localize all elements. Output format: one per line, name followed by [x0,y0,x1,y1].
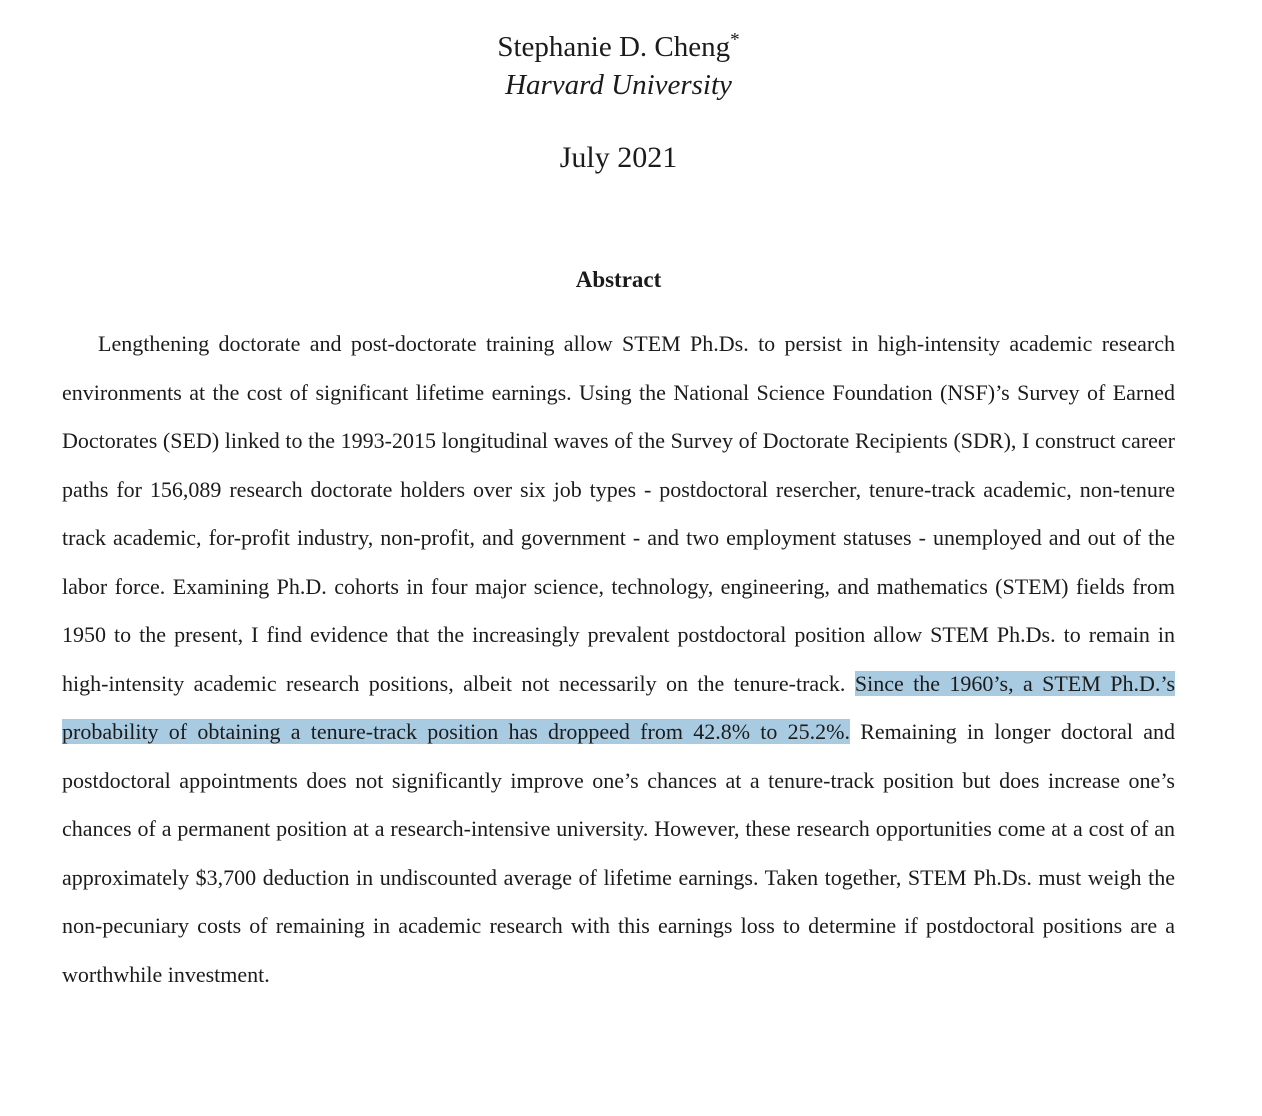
author-line [62,28,1175,66]
publication-date: July 2021 [559,141,678,174]
abstract-section [62,266,1175,999]
abstract-text-after-highlight: Remaining in longer doctoral and postdoctoral appointments does not significantly improve one’s chances at a tenure-track position but does increase one’s chances of a permanent position at a research-intensive university. However, these research opportunities come at a cost of an approximately $3,700 deduction in undiscounted average of lifetime earnings. Taken together, STEM Ph.Ds. must weigh the non-pecuniary costs of remaining in academic research with this earnings loss to determine if postdoctoral positions are a worthwhile investment. [62,719,1175,987]
abstract-paragraph [62,320,1175,999]
abstract-heading: Abstract [575,267,662,292]
abstract-text-before-highlight: Lengthening doctorate and post-doctorate training allow STEM Ph.Ds. to persist in high-intensity academic research environments at the cost of significant lifetime earnings. Using the National Science Foundation (NSF)’s Survey of Earned Doctorates (SED) linked to the 1993-2015 longitudinal waves of the Survey of Doctorate Recipients (SDR), I construct career paths for 156,089 research doctorate holders over six job types - postdoctoral resercher, tenure-track academic, non-tenure track academic, for-profit industry, non-profit, and government - and two employment statuses - unemployed and out of the labor force. Examining Ph.D. cohorts in four major science, technology, engineering, and mathematics (STEM) fields from 1950 to the present, I find evidence that the increasingly prevalent postdoctoral position allow STEM Ph.Ds. to remain in high-intensity academic research positions, albeit not necessarily on the tenure-track. [62,331,1175,696]
author-name: Stephanie D. Cheng [497,31,731,63]
author-affiliation: Harvard University [505,69,732,101]
paper-page [62,0,1175,999]
highlighted-sentence: Since the 1960’s, a STEM Ph.D.’s probability of obtaining a tenure-track position has droppeed from 42.8% to 25.2%. [62,670,1176,744]
footnote-asterisk-marker: * [730,29,740,51]
paper-header [62,28,1175,176]
